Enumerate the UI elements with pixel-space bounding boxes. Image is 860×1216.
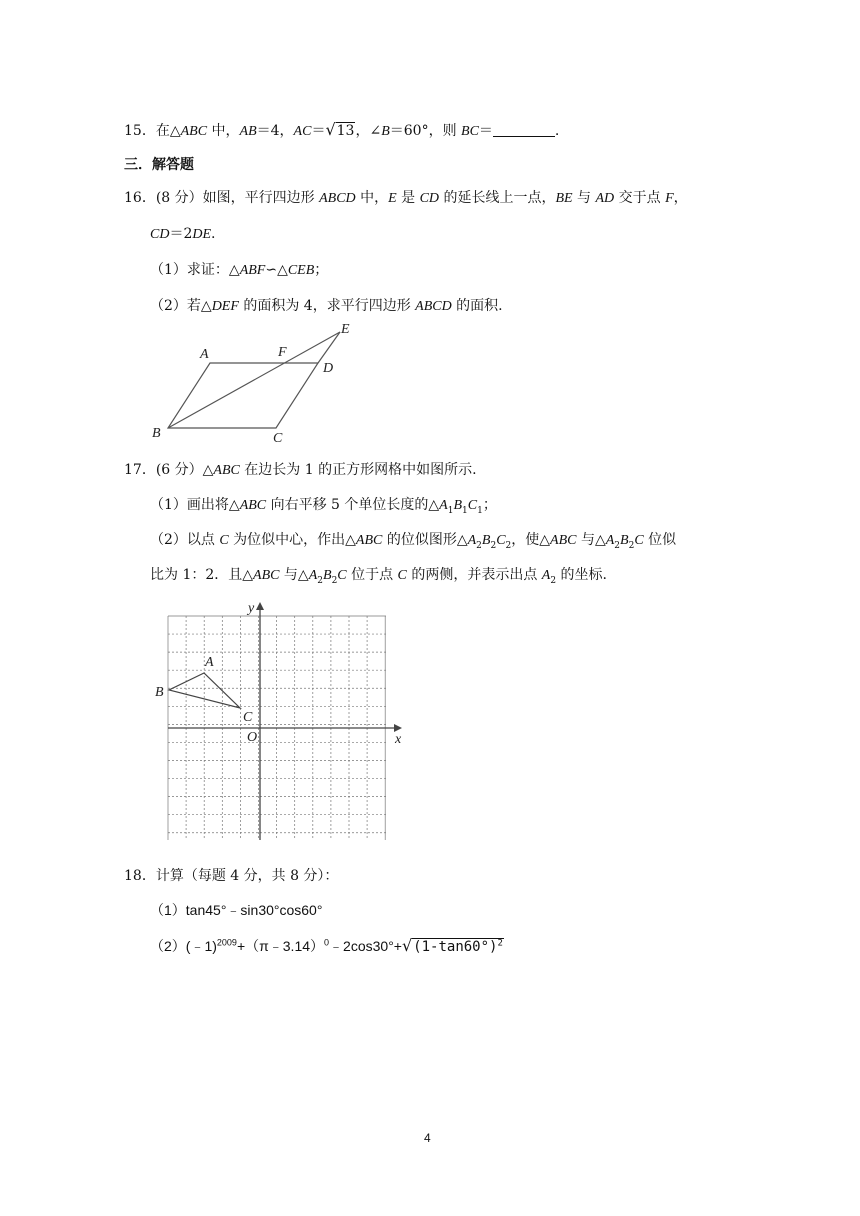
question-18-title: 18．计算（每题 4 分，共 8 分）： bbox=[124, 868, 339, 884]
question-18-part2: $(2)(﹣1)^{2009}+(\pi﹣3.14)^0﹣2\cos 30^\circ+√(1-\tan 60^\circ)^2$ bbox=[150, 936, 503, 955]
label-A: A bbox=[205, 655, 214, 670]
x-axis-arrow bbox=[394, 724, 402, 732]
sqrt-13: √13 bbox=[325, 120, 355, 139]
label-E: E bbox=[341, 322, 350, 337]
figure-17-grid bbox=[150, 598, 410, 846]
parallelogram-abcd bbox=[168, 363, 318, 428]
question-16-part2: （2）若△DEF 的面积为 4，求平行四边形 ABCD 的面积. bbox=[150, 298, 503, 314]
label-C: C bbox=[273, 431, 283, 446]
segment-de bbox=[318, 332, 340, 363]
label-O: O bbox=[247, 730, 258, 745]
question-17-part1: （1）画出将△ABC 向右平移 5 个单位长度的$\triangle A_1B_1C_1$； bbox=[150, 497, 497, 516]
label-y: y bbox=[248, 601, 255, 616]
question-16-part1: （1）求证：△ABF∽△CEB； bbox=[150, 262, 329, 278]
segment-be bbox=[168, 332, 340, 428]
page-number: 4 bbox=[424, 1131, 431, 1145]
figure-16-parallelogram bbox=[140, 318, 370, 448]
question-18-part1: （1）tan45°﹣sin30°cos60° bbox=[150, 902, 323, 918]
label-F: F bbox=[278, 345, 287, 360]
question-17-line1: 17．(6 分）△ABC 在边长为 1 的正方形网格中如图所示. bbox=[124, 462, 477, 478]
answer-blank bbox=[493, 122, 555, 137]
y-axis-arrow bbox=[256, 602, 264, 610]
question-16-line1: 16．(8 分）如图，平行四边形 ABCD 中，E 是 CD 的延长线上一点，BE 与 AD 交于点 F， bbox=[124, 190, 688, 206]
section-title: 三．解答题 bbox=[124, 157, 194, 173]
question-17-part2: （2）以点 C 为位似中心，作出△ABC 的位似图形$\triangle A_2B_2C_2$，使△ABC 与$\triangle A_2B_2C$ 位似 bbox=[150, 532, 677, 551]
q15-number: 15． bbox=[124, 123, 156, 139]
label-B: B bbox=[152, 426, 161, 441]
label-A: A bbox=[200, 347, 209, 362]
label-C: C bbox=[243, 710, 253, 725]
sqrt-expression: $√(1-\tan 60^\circ)^2$ bbox=[401, 936, 503, 955]
label-B: B bbox=[155, 685, 164, 700]
question-16-line2: CD＝2DE. bbox=[150, 226, 216, 242]
label-x: x bbox=[395, 732, 402, 747]
triangle-abc bbox=[169, 673, 240, 708]
question-17-line3: 比为 1：2．且△ABC 与$\triangle A_2B_2C$ 位于点 C 的两侧，并表示出点 $A_2$ 的坐标. bbox=[150, 567, 607, 586]
question-15: 15．在△ABC 中，AB＝4，AC＝√13，∠B＝60°，则 BC＝ . bbox=[124, 120, 560, 139]
label-D: D bbox=[323, 361, 334, 376]
